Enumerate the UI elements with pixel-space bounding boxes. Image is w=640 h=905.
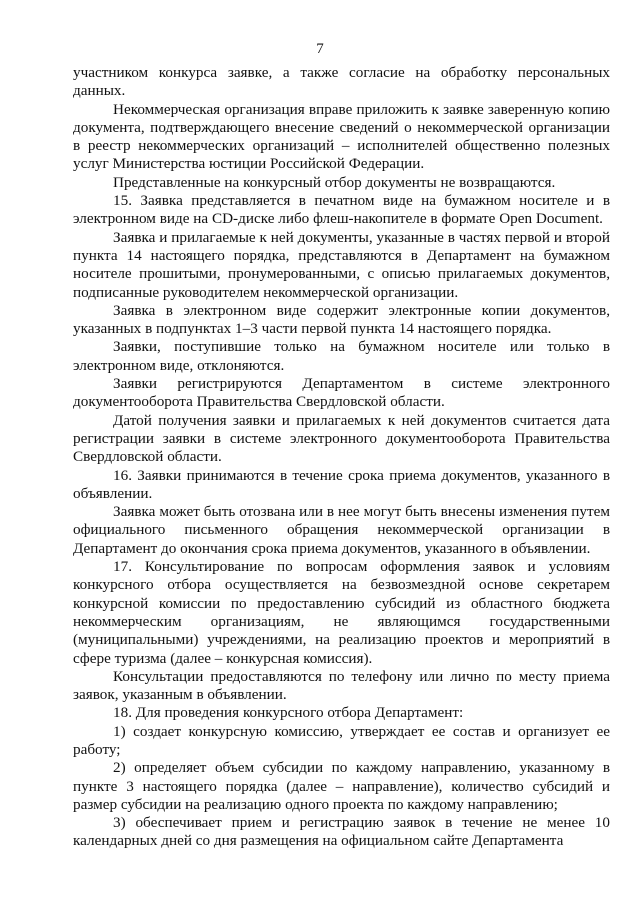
paragraph: 2) определяет объем субсидии по каждому направлению, указанному в пункте 3 настоящего порядка (далее – направление), количество субсидий и размер субсидии на реализацию одного проекта по каждому направлению; bbox=[73, 759, 610, 813]
paragraph: 15. Заявка представляется в печатном виде на бумажном носителе и в электронном виде на CD-диске либо флеш-накопителе в формате Open Document. bbox=[73, 192, 610, 228]
paragraph: Консультации предоставляются по телефону или лично по месту приема заявок, указанным в объявлении. bbox=[73, 667, 610, 704]
page-number: 7 bbox=[316, 41, 324, 57]
paragraph: Некоммерческая организация вправе приложить к заявке заверенную копию документа, подтверждающего внесение сведений о некоммерческой организации в реестр некоммерческих организаций – исполнителей общественно полезных услуг Министерства юстиции Российской Федерации. bbox=[73, 100, 610, 173]
document-body bbox=[73, 64, 610, 851]
paragraph: Заявка может быть отозвана или в нее могут быть внесены изменения путем официального письменного обращения некоммерческой организации в Департамент до окончания срока приема документов, указанного в объявлении. bbox=[73, 503, 610, 557]
paragraph: Заявка в электронном виде содержит электронные копии документов, указанных в подпунктах 1–3 части первой пункта 14 настоящего порядка. bbox=[73, 301, 610, 338]
paragraph: Датой получения заявки и прилагаемых к ней документов считается дата регистрации заявки в системе электронного документооборота Правительства Свердловской области. bbox=[73, 411, 610, 466]
paragraph: Представленные на конкурсный отбор документы не возвращаются. bbox=[113, 173, 556, 191]
paragraph: Заявка и прилагаемые к ней документы, указанные в частях первой и второй пункта 14 настоящего порядка, представляются в Департамент на бумажном носителе прошитыми, пронумерованными, с описью прилагаемых документов, подписанные руководителем некоммерческой организации. bbox=[73, 228, 610, 301]
paragraph: 1) создает конкурсную комиссию, утверждает ее состав и организует ее работу; bbox=[73, 722, 610, 758]
paragraph: Заявки, поступившие только на бумажном носителе или только в электронном виде, отклоняются. bbox=[73, 338, 610, 374]
paragraph: 18. Для проведения конкурсного отбора Департамент: bbox=[113, 704, 464, 722]
paragraph: участником конкурса заявке, а также согласие на обработку персональных данных. bbox=[73, 64, 610, 100]
paragraph: Заявки регистрируются Департаментом в системе электронного документооборота Правительства Свердловской области. bbox=[73, 375, 610, 411]
paragraph: 3) обеспечивает прием и регистрацию заявок в течение не менее 10 календарных дней со дня размещения на официальном сайте Департамента bbox=[73, 814, 610, 850]
paragraph: 17. Консультирование по вопросам оформления заявок и условиям конкурсного отбора осуществляется на безвозмездной основе секретарем конкурсной комиссии по предоставлению субсидий из областного бюджета некоммерческим организациям, не являющимся государственными (муниципальными) учреждениями, на реализацию проектов и мероприятий в сфере туризма (далее – конкурсная комиссия). bbox=[73, 558, 610, 667]
paragraph: 16. Заявки принимаются в течение срока приема документов, указанного в объявлении. bbox=[73, 466, 610, 502]
